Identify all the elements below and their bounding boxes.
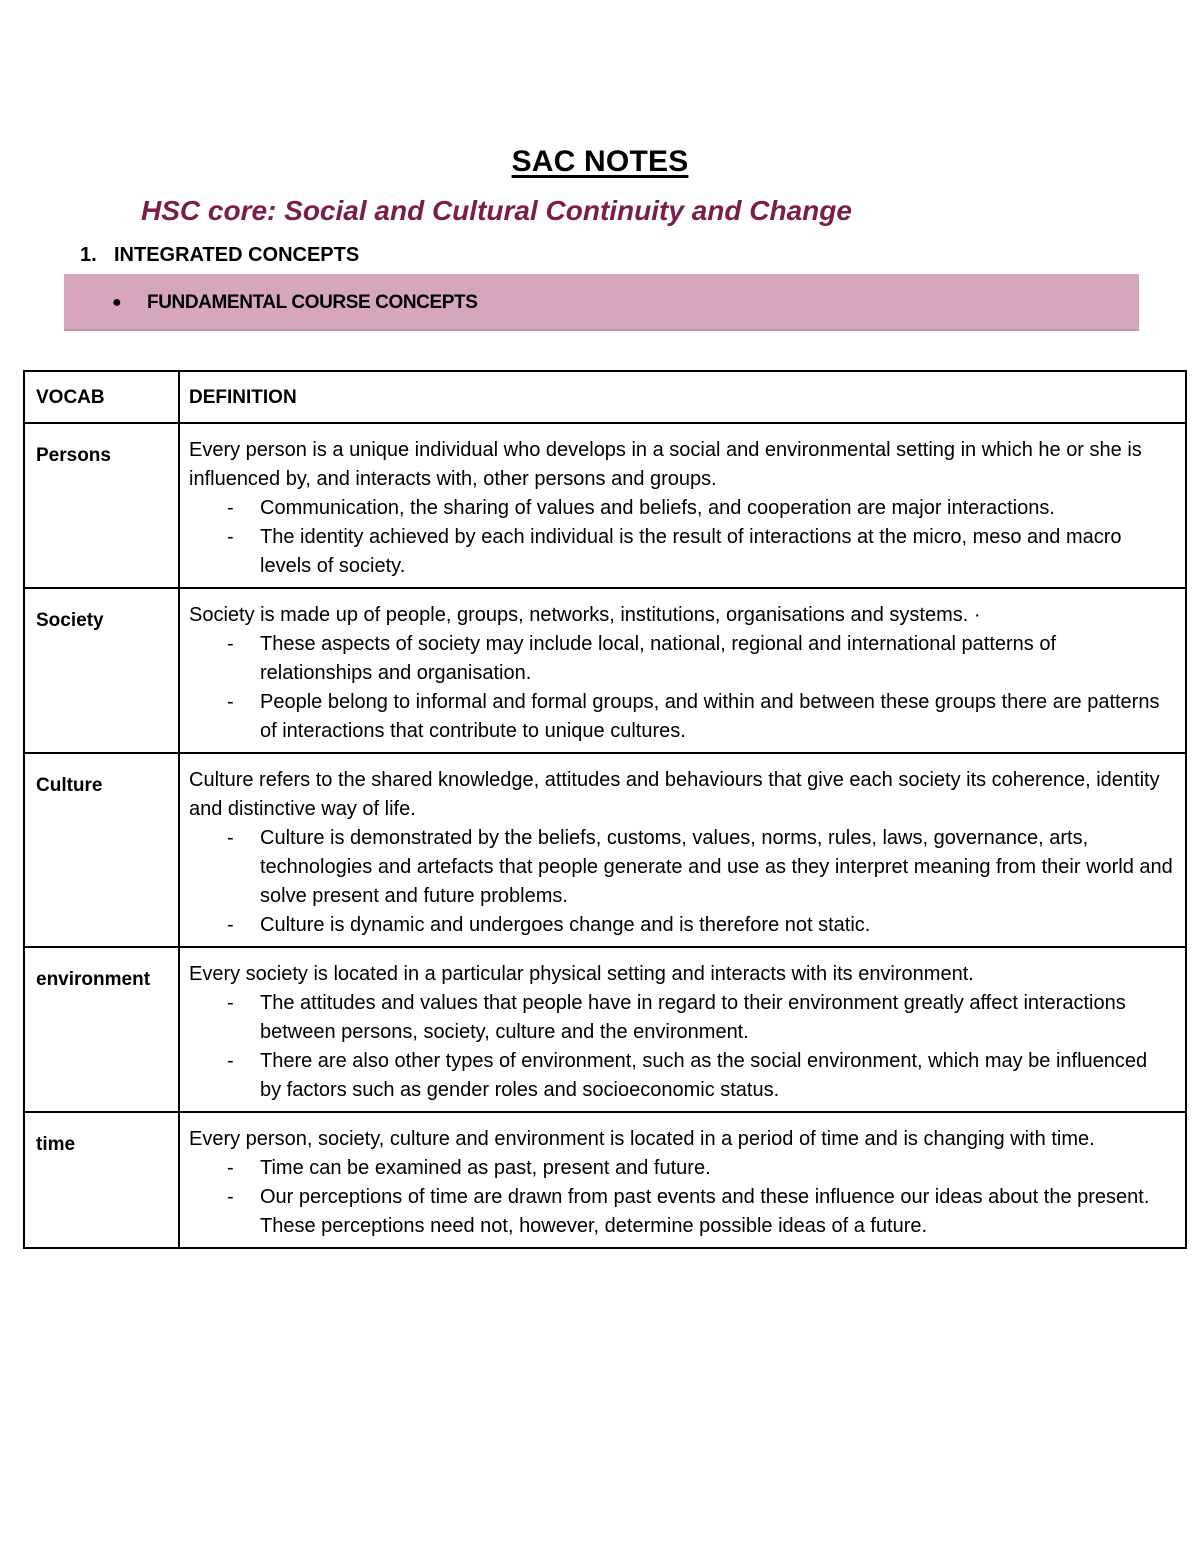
term-label: time: [36, 1134, 76, 1155]
term-cell: [24, 753, 179, 947]
point-text: Time can be examined as past, present and future.: [260, 1157, 711, 1179]
list-item: [189, 911, 1173, 940]
dash-bullet-icon: -: [227, 914, 234, 936]
concepts-banner: [64, 274, 1139, 331]
dash-bullet-icon: -: [227, 1050, 234, 1072]
definition-points: [189, 494, 1173, 581]
point-text: Culture is demonstrated by the beliefs, customs, values, norms, rules, laws, governance, arts, technologies and artefacts that people generate and use as they interpret meaning from their world and solve present and future problems.: [260, 827, 1173, 907]
definition-lead: Every society is located in a particular physical setting and interacts with its environment.: [189, 963, 974, 985]
column-header-definition: DEFINITION: [179, 371, 1186, 423]
table-row: [24, 947, 1186, 1112]
point-text: People belong to informal and formal groups, and within and between these groups there are patterns of interactions that contribute to unique cultures.: [260, 691, 1160, 742]
point-text: The identity achieved by each individual is the result of interactions at the micro, meso and macro levels of society.: [260, 526, 1122, 577]
list-item: [189, 688, 1173, 746]
point-text: Culture is dynamic and undergoes change and is therefore not static.: [260, 914, 871, 936]
term-cell: [24, 947, 179, 1112]
dash-bullet-icon: -: [227, 1157, 234, 1179]
definition-points: [189, 630, 1173, 746]
definition-cell: [179, 423, 1186, 588]
dash-bullet-icon: -: [227, 1186, 234, 1208]
section-number: 1.: [80, 244, 97, 266]
definition-points: [189, 1154, 1173, 1241]
term-label: Persons: [36, 445, 111, 466]
dash-bullet-icon: -: [227, 827, 234, 849]
table-row: [24, 423, 1186, 588]
dash-bullet-icon: -: [227, 526, 234, 548]
term-label: Society: [36, 610, 104, 631]
definition-lead: Culture refers to the shared knowledge, attitudes and behaviours that give each society its coherence, identity and distinctive way of life.: [189, 769, 1160, 820]
course-subtitle: HSC core: Social and Cultural Continuity and Change: [141, 195, 852, 226]
point-text: The attitudes and values that people have in regard to their environment greatly affect interactions between persons, society, culture and the environment.: [260, 992, 1126, 1043]
definition-cell: [179, 947, 1186, 1112]
list-item: [189, 630, 1173, 688]
list-item: [189, 1183, 1173, 1241]
column-header-vocab: VOCAB: [24, 371, 179, 423]
table-row: [24, 753, 1186, 947]
definition-cell: [179, 1112, 1186, 1248]
definition-cell: [179, 588, 1186, 753]
term-cell: [24, 1112, 179, 1248]
point-text: Communication, the sharing of values and beliefs, and cooperation are major interactions.: [260, 497, 1055, 519]
definition-lead: Every person, society, culture and environment is located in a period of time and is changing with time.: [189, 1128, 1095, 1150]
point-text: There are also other types of environment, such as the social environment, which may be influenced by factors such as gender roles and socioeconomic status.: [260, 1050, 1148, 1101]
dash-bullet-icon: -: [227, 497, 234, 519]
term-cell: [24, 423, 179, 588]
term-cell: [24, 588, 179, 753]
list-item: [189, 824, 1173, 911]
dash-bullet-icon: -: [227, 633, 234, 655]
concepts-banner-label: FUNDAMENTAL COURSE CONCEPTS: [147, 292, 478, 313]
definition-lead: Society is made up of people, groups, networks, institutions, organisations and systems. ·: [189, 604, 981, 626]
definition-lead: Every person is a unique individual who develops in a social and environmental setting in which he or she is influenced by, and interacts with, other persons and groups.: [189, 439, 1142, 490]
bullet-icon: ●: [112, 294, 122, 311]
table-header-row: [24, 371, 1186, 423]
table-row: [24, 1112, 1186, 1248]
list-item: [189, 989, 1173, 1047]
term-label: Culture: [36, 775, 103, 796]
page-title: SAC NOTES: [511, 145, 689, 178]
list-item: [189, 523, 1173, 581]
definition-points: [189, 824, 1173, 940]
table-row: [24, 588, 1186, 753]
list-item: [189, 494, 1173, 523]
vocab-table: [23, 370, 1187, 1249]
list-item: [189, 1154, 1173, 1183]
point-text: These aspects of society may include local, national, regional and international patterns of relationships and organisation.: [260, 633, 1057, 684]
point-text: Our perceptions of time are drawn from past events and these influence our ideas about the present. These perceptions need not, however, determine possible ideas of a future.: [260, 1186, 1150, 1237]
list-item: [189, 1047, 1173, 1105]
term-label: environment: [36, 969, 151, 990]
dash-bullet-icon: -: [227, 992, 234, 1014]
definition-cell: [179, 753, 1186, 947]
dash-bullet-icon: -: [227, 691, 234, 713]
section-heading: [80, 244, 359, 267]
section-heading-text: INTEGRATED CONCEPTS: [114, 244, 360, 266]
definition-points: [189, 989, 1173, 1105]
